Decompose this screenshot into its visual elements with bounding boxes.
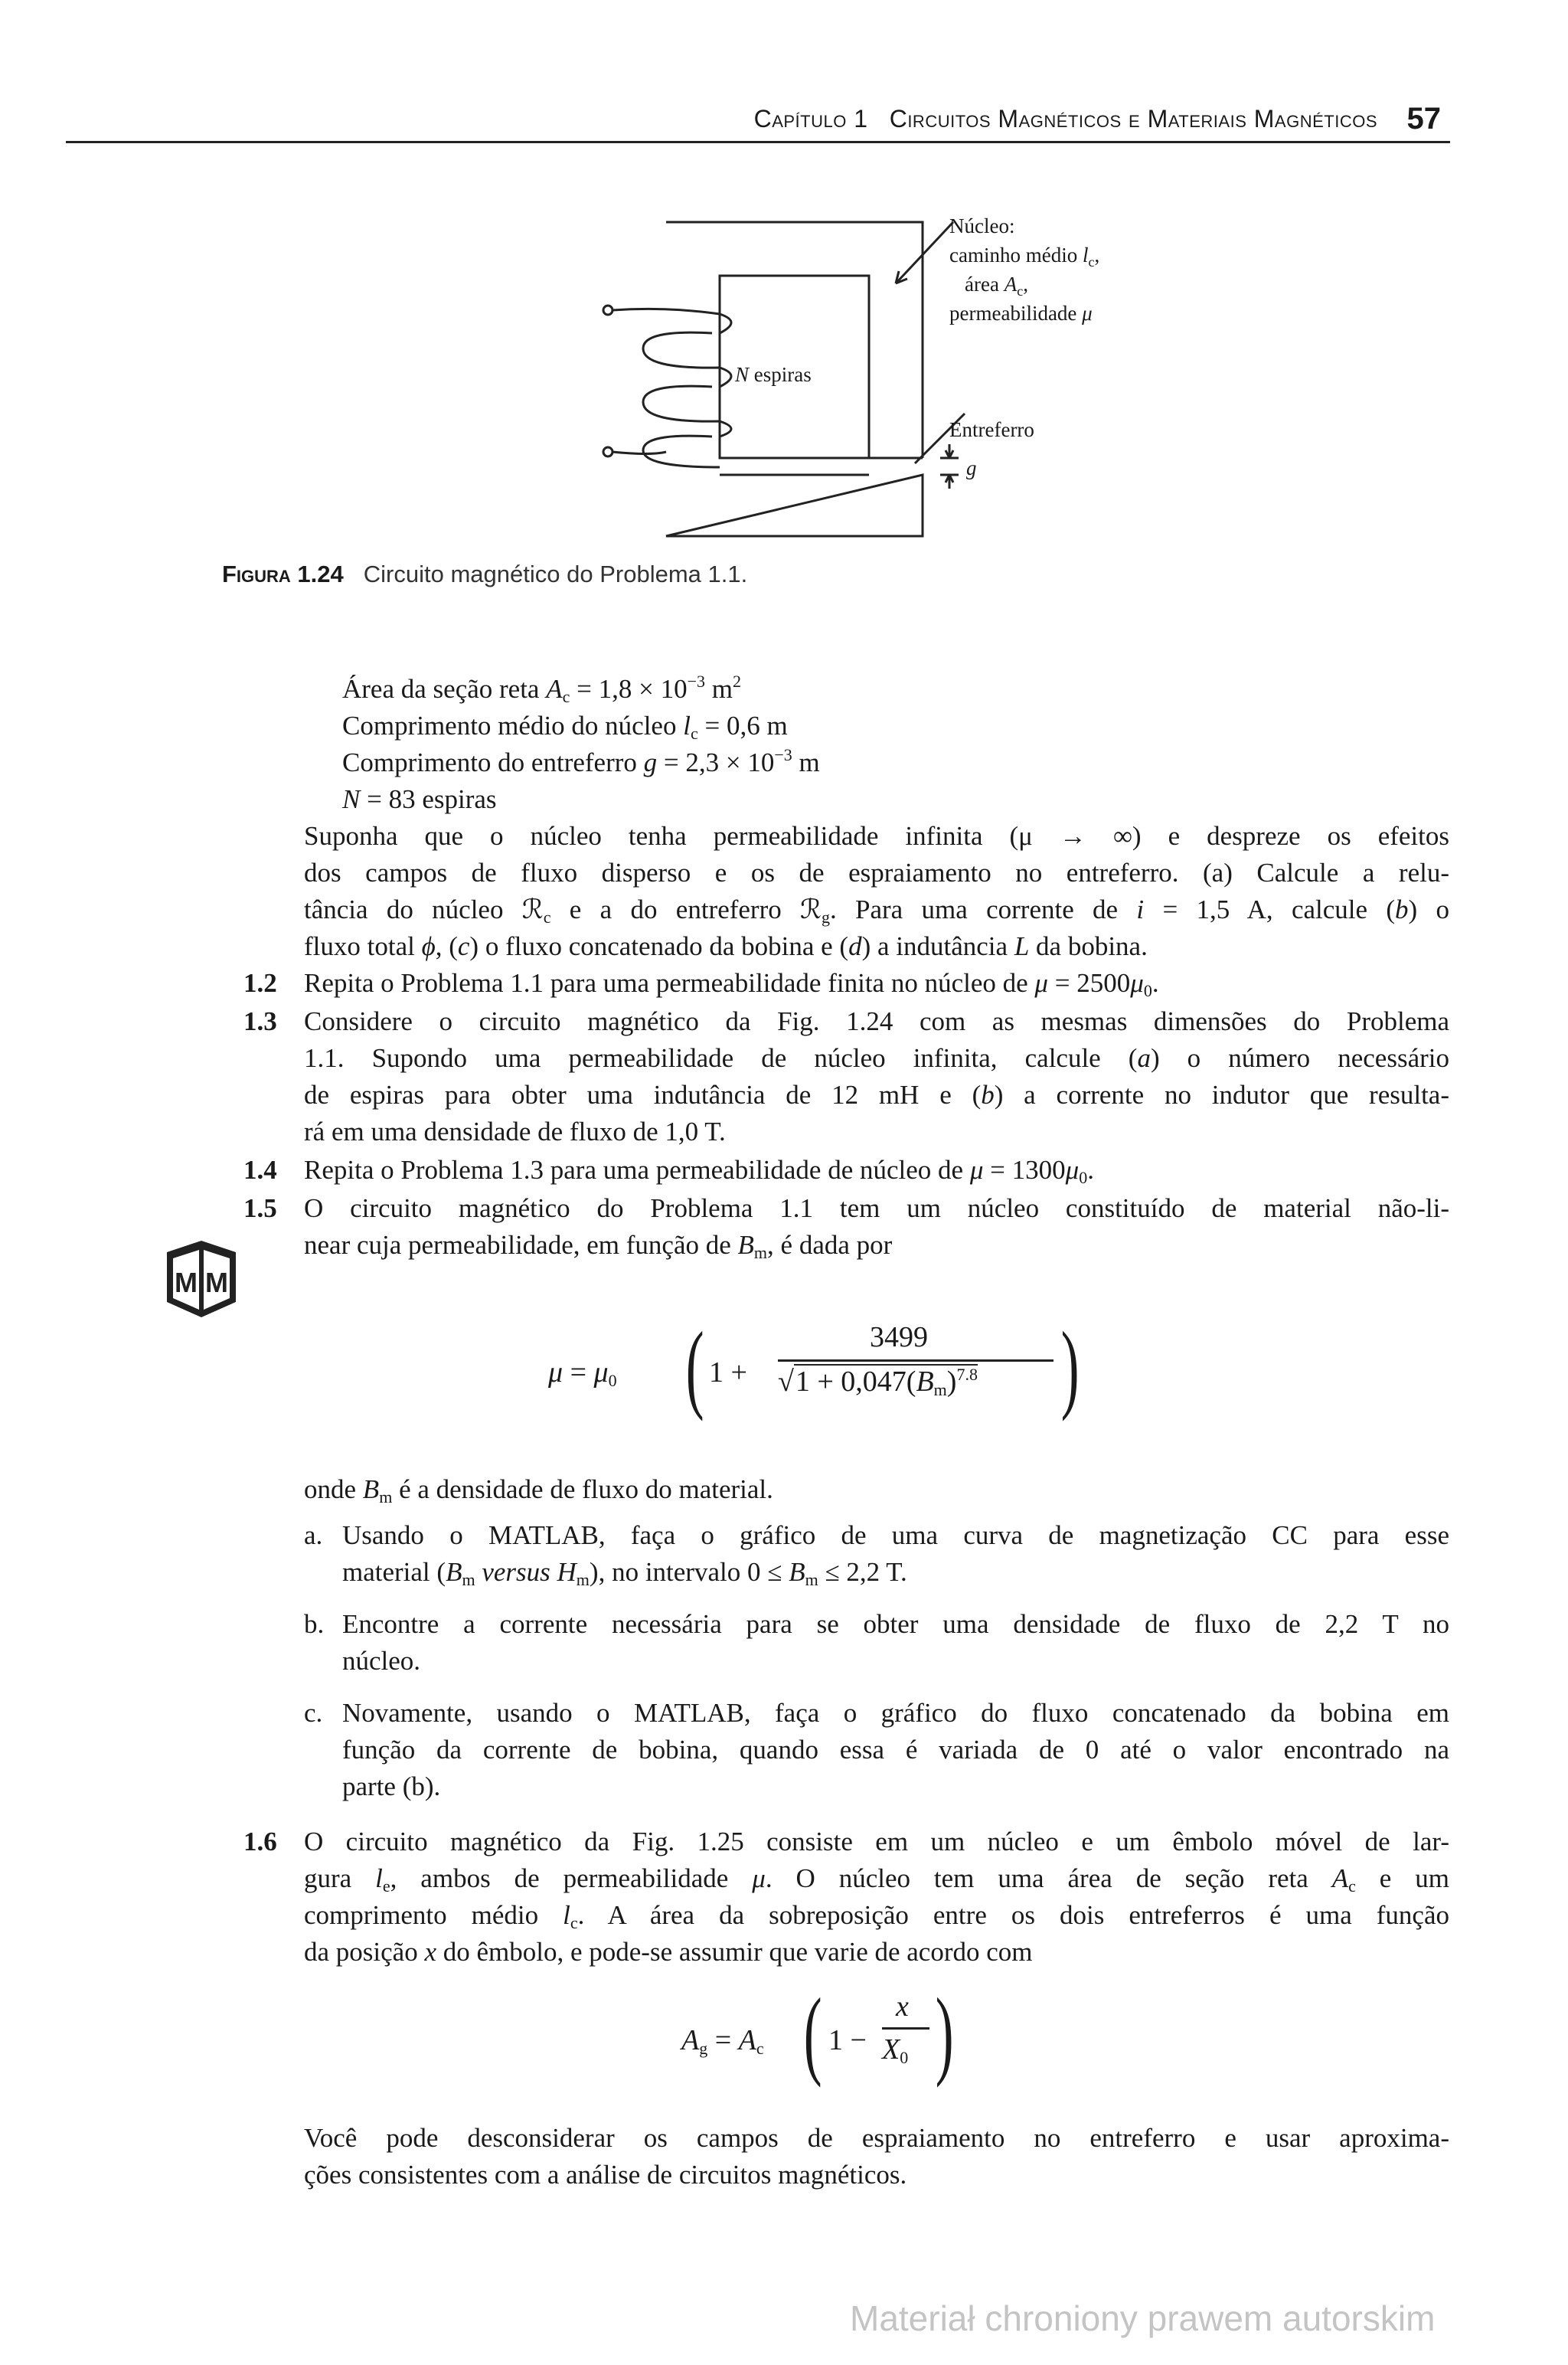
label-air-gap: Entreferro [949,418,1034,441]
label-core-permeability: permeabilidade μ [949,302,1093,325]
magnetic-circuit-diagram [536,199,1225,551]
problem-1-5-text-2: near cuja permeabilidade, em função de $B_m$, é dada por [304,1230,893,1262]
figure-magnetic-circuit [536,199,1225,551]
problem-number: 1.6 [243,1827,277,1856]
problem-1-3-text-2: 1.1. Supondo uma permeabilidade de núcleo infinita, calcule (a) o número necessário [304,1043,1449,1073]
page-number: 57 [1406,102,1441,136]
running-header [66,90,1450,143]
given-turns: N = 83 espiras [342,784,497,814]
problem-1-6-text-2: gura $l_e$, ambos de permeabilidade μ. O núcleo tem uma área de seção reta $A_c$ e um [304,1863,1449,1896]
item-c-text-3: parte (b). [342,1771,441,1801]
item-a-marker: a. [304,1520,323,1550]
caption-tag: Figura 1.24 [222,561,344,587]
given-gap-length: Comprimento do entreferro $g = 2,3 \times 10^{-3}$ m [342,745,820,777]
problem-1-3-text-4: rá em uma densidade de fluxo de 1,0 T. [304,1117,726,1147]
figure-caption [222,561,747,588]
item-c-text-2: função da corrente de bobina, quando essa é variada de 0 até o valor encontrado na [342,1735,1449,1765]
item-b-text-1: Encontre a corrente necessária para se obter uma densidade de fluxo de 2,2 T no [342,1609,1449,1639]
chapter-heading: Capítulo 1 Circuitos Magnéticos e Materiais Magnéticos [753,105,1377,132]
problem-1-4-text: Repita o Problema 1.3 para uma permeabilidade de núcleo de $\mu = 1300\mu_0$. [304,1155,1094,1187]
item-b-marker: b. [304,1609,325,1639]
svg-text:M: M [175,1267,198,1298]
closing-text-2: ções consistentes com a análise de circuitos magnéticos. [304,2160,907,2190]
svg-text:M: M [205,1267,228,1298]
item-a-text-1: Usando o MATLAB, faça o gráfico de uma curva de magnetização CC para esse [342,1520,1449,1550]
watermark: Materiał chroniony prawem autorskim [850,2298,1436,2338]
matlab-problem-icon [159,1237,243,1325]
problem-1-1-text-3: tância do núcleo ℛ$_c$ e a do entreferro ℛ$_g$. Para uma corrente de i = 1,5 A, calcule (b) o [304,895,1449,927]
item-c-text-1: Novamente, usando o MATLAB, faça o gráfico do fluxo concatenado da bobina em [342,1698,1449,1728]
item-c-marker: c. [304,1698,323,1728]
problem-1-6-text-3: comprimento médio $l_c$. A área da sobreposição entre os dois entreferros é uma função [304,1900,1449,1932]
problem-1-3-text-3: de espiras para obter uma indutância de 12 mH e (b) a corrente no indutor que resulta- [304,1080,1449,1110]
given-core-length: Comprimento médio do núcleo $l_c = 0,6$ m [342,711,788,743]
item-a-text-2: material ($B_m$ versus $H_m$), no intervalo $0 \le B_m \le 2,2$ T. [342,1557,907,1589]
label-core-title: Núcleo: [949,214,1015,237]
label-turns: N espiras [735,363,812,386]
closing-text-1: Você pode desconsiderar os campos de espraiamento no entreferro e usar aproxima- [304,2123,1449,2153]
problem-1-5-where: onde $B_m$ é a densidade de fluxo do material. [304,1474,773,1506]
problem-1-1-text-1: Suponha que o núcleo tenha permeabilidade infinita (μ → ∞) e despreze os efeitos [304,821,1449,851]
problem-number: 1.4 [243,1155,277,1185]
label-core-path: caminho médio $l_c$, [949,244,1100,270]
item-b-text-2: núcleo. [342,1646,421,1676]
problem-1-2-text: Repita o Problema 1.1 para uma permeabilidade finita no núcleo de $\mu = 2500\mu_0$. [304,968,1159,1000]
label-core-area: área $A_c$, [965,273,1028,299]
given-area: Área da seção reta $A_c = 1,8 \times 10^{-3}$ $m^2$ [342,672,742,706]
problem-1-3-text-1: Considere o circuito magnético da Fig. 1.24 com as mesmas dimensões do Problema [304,1006,1449,1036]
problem-1-6-text-1: O circuito magnético da Fig. 1.25 consiste em um núcleo e um êmbolo móvel de lar- [304,1827,1449,1856]
problem-1-1-text-2: dos campos de fluxo disperso e os de espraiamento no entreferro. (a) Calcule a relu- [304,858,1449,888]
label-gap-g: g [966,456,977,479]
problem-1-1-text-4: fluxo total ϕ, (c) o fluxo concatenado da bobina e (d) a indutância L da bobina. [304,931,1148,961]
caption-text: Circuito magnético do Problema 1.1. [363,561,748,587]
document-page: Capítulo 1 Circuitos Magnéticos e Materiais Magnéticos 57 Núcleo: caminho médio $l_c$, área $A_c$, permeabilidade μ N espiras Entreferro g Figura 1.24 Circuito magnético do Problema 1.1. Área da seção reta $A_c = 1,8 \times 10^{-3}$ $m^2$ Comprimento médio do núcleo $l_c = 0,6$ m Comprimento do entreferro $g = 2,3 \times 10^{-3}$ m N = 83 espiras Suponha que o núcleo tenha permeabilidade infinita (μ → ∞) e despreze os efeitos dos campos de fluxo disperso e os de espraiamento no entreferro. (a) Calcule a relu- tância do núcleo ℛ$_c$ e a do entreferro ℛ$_g$. Para uma corrente de i = 1,5 A, calcule (b) o fluxo total ϕ, (c) o fluxo concatenado da bobina e (d) a indutância L da bobina. 1.2 Repita o Problema 1.1 para uma permeabilidade finita no núcleo de $\mu = 2500\mu_0$. 1.3 Considere o circuito magnético da Fig. 1.24 com as mesmas dimensões do Problema 1.1. Supondo uma permeabilidade de núcleo infinita, calcule (a) o número necessário de espiras para obter uma indutância de 12 mH e (b) a corrente no indutor que resulta- rá em uma densidade de fluxo de 1,0 T. 1.4 Repita o Problema 1.3 para uma permeabilidade de núcleo de $\mu = 1300\mu_0$. 1.5 O circuito magnético do Problema 1.1 tem um núcleo constituído de material não-li- near cuja permeabilidade, em função de $B_m$, é dada por $\mu = \mu_0$ ( 1 + 3499 $√1 + 0,047(B_m)^{7.8}$ ) onde $B_m$ é a densidade de fluxo do material. a. Usando o MATLAB, faça o gráfico de uma curva de magnetização CC para esse material ($B_m$ versus $H_m$), no intervalo $0 \le B_m \le 2,2$ T. b. Encontre a corrente necessária para se obter uma densidade de fluxo de 2,2 T no núcleo. c. Novamente, usando o MATLAB, faça o gráfico do fluxo concatenado da bobina em função da corrente de bobina, quando essa é variada de 0 até o valor encontrado na parte (b). 1.6 O circuito magnético da Fig. 1.25 consiste em um núcleo e um êmbolo móvel de lar- gura $l_e$, ambos de permeabilidade μ. O núcleo tem uma área de seção reta $A_c$ e um comprimento médio $l_c$. A área da sobreposição entre os dois entreferros é uma função da posição x do êmbolo, e pode-se assumir que varie de acordo com $A_g = A_c$ ( 1 − x $X_0$ ) Você pode desconsiderar os campos de espraiamento no entreferro e usar aproxima- ções consistentes com a análise de circuitos magnéticos. M M Materiał chroniony prawem autorskim [0,0,1568,2365]
problem-1-5-text-1: O circuito magnético do Problema 1.1 tem um núcleo constituído de material não-li- [304,1193,1449,1223]
problem-number: 1.3 [243,1006,277,1036]
problem-1-6-text-4: da posição x do êmbolo, e pode-se assumir que varie de acordo com [304,1937,1033,1967]
problem-number: 1.2 [243,968,277,998]
problem-number: 1.5 [243,1193,277,1223]
